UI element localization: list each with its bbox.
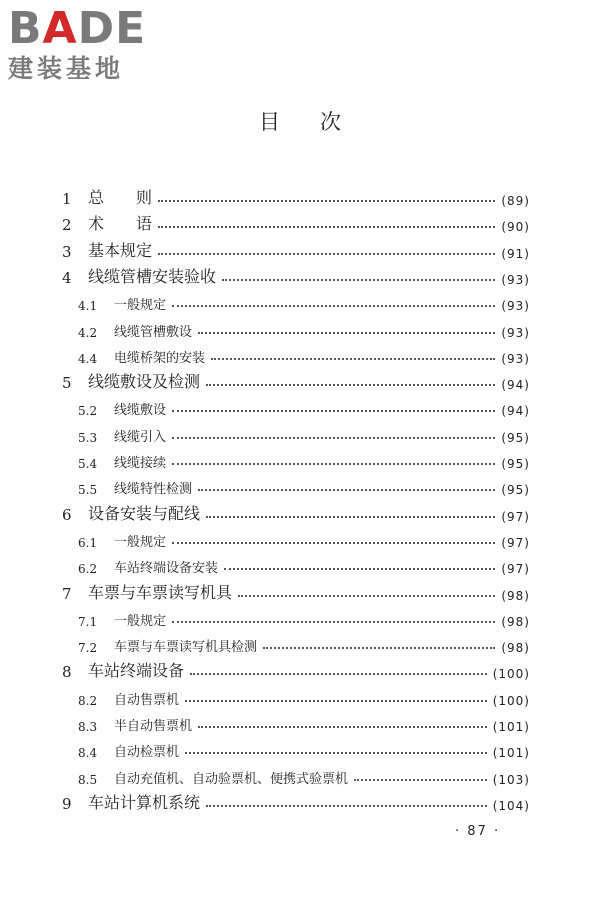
toc-entry-title: 术 语	[88, 214, 153, 234]
toc-entry-page: (103)	[492, 772, 530, 787]
toc-dot-leader	[185, 700, 487, 702]
toc-entry-number: 8	[62, 663, 72, 682]
toc-entry-number: 6.2	[78, 562, 98, 577]
toc-entry-page: (90)	[501, 220, 530, 235]
toc-entry-title: 车票与车票读写机具	[88, 582, 233, 602]
toc-entry[interactable]	[62, 289, 530, 313]
toc-entry[interactable]	[62, 447, 530, 471]
toc-entry-number: 8.3	[78, 720, 98, 734]
toc-entry-title: 车站计算机系统	[88, 792, 201, 812]
toc-entry-number: 1	[62, 190, 72, 208]
toc-entry-page: (91)	[501, 246, 530, 261]
brand-logo	[8, 3, 178, 84]
toc-entry-title: 线缆特性检测	[114, 482, 193, 498]
toc-entry-number: 7	[62, 584, 72, 603]
toc-entry-page: (98)	[501, 614, 530, 629]
toc-entry[interactable]	[62, 789, 530, 813]
toc-entry-page: (93)	[501, 351, 530, 366]
toc-entry[interactable]	[62, 710, 530, 734]
toc-entry-title: 半自动售票机	[114, 719, 193, 734]
toc-entry-page: (94)	[501, 404, 530, 419]
toc-entry[interactable]	[62, 579, 530, 603]
toc-entry-title: 一般规定	[114, 298, 167, 314]
toc-entry-page: (93)	[501, 299, 530, 314]
toc-entry-page: (100)	[492, 693, 530, 708]
logo-subtitle: 建装基地	[8, 54, 125, 83]
toc-entry-title: 线缆接续	[114, 456, 167, 471]
toc-entry-page: (98)	[501, 588, 530, 603]
toc-entry-title: 线缆敷设	[114, 403, 167, 419]
toc-entry[interactable]	[62, 316, 530, 340]
toc-dot-leader	[263, 647, 495, 649]
toc-dot-leader	[158, 253, 495, 255]
toc-entry-number: 6	[62, 505, 72, 524]
toc-entry-page: (95)	[501, 457, 530, 471]
toc-dot-leader	[198, 726, 487, 728]
toc-entry-page: (95)	[501, 430, 530, 445]
toc-entry-number: 8.5	[78, 772, 98, 787]
toc-entry[interactable]	[62, 736, 530, 760]
toc-entry-page: (94)	[501, 378, 530, 393]
logo-wordmark	[8, 3, 178, 54]
toc-entry-number: 7.1	[78, 614, 98, 629]
toc-entry[interactable]	[62, 657, 530, 681]
toc-entry[interactable]	[62, 394, 530, 418]
toc-dot-leader	[224, 568, 495, 570]
toc-dot-leader	[158, 226, 495, 228]
toc-entry-number: 5.4	[78, 457, 98, 471]
toc-entry-title: 线缆管槽敷设	[114, 324, 193, 340]
toc-dot-leader	[172, 305, 495, 307]
toc-entry-title: 线缆敷设及检测	[88, 372, 201, 392]
toc-entry-page: (93)	[501, 325, 530, 340]
toc-entry[interactable]	[62, 684, 530, 708]
toc-entry-number: 3	[62, 242, 72, 261]
toc-entry-number: 8.4	[78, 746, 98, 761]
toc-dot-leader	[206, 805, 487, 807]
toc-entry-page: (97)	[501, 509, 530, 524]
toc-entry-title: 车票与车票读写机具检测	[114, 640, 258, 656]
toc-entry-title: 车站终端设备安装	[114, 561, 219, 577]
toc-entry[interactable]	[62, 500, 530, 524]
toc-dot-leader	[185, 752, 487, 754]
toc-dot-leader	[206, 384, 495, 386]
toc-entry-number: 8.2	[78, 693, 98, 708]
toc-dot-leader	[354, 779, 487, 781]
toc-entry-title: 电缆桥架的安装	[114, 350, 206, 366]
logo-letter-a-accent: A	[42, 3, 78, 54]
toc-entry[interactable]	[62, 263, 530, 287]
toc-entry-page: (89)	[501, 194, 530, 208]
toc-entry[interactable]	[62, 473, 530, 497]
toc-entry[interactable]	[62, 342, 530, 366]
toc-entry-page: (93)	[501, 272, 530, 287]
toc-entry[interactable]	[62, 526, 530, 550]
toc-entry[interactable]	[62, 605, 530, 629]
page-title: 目次	[259, 110, 381, 134]
toc-entry-number: 5	[62, 374, 72, 393]
toc-entry-number: 4.1	[78, 299, 98, 314]
toc-entry-number: 2	[62, 216, 72, 235]
toc-entry-page: (101)	[492, 720, 530, 734]
page-number: · 87 ·	[455, 824, 501, 839]
toc-dot-leader	[198, 332, 495, 334]
toc-entry-title: 车站终端设备	[88, 661, 185, 681]
toc-entry-number: 5.3	[78, 430, 98, 445]
toc-dot-leader	[206, 516, 495, 518]
toc-dot-leader	[190, 673, 487, 675]
toc-entry-number: 5.5	[78, 483, 98, 498]
toc-entry[interactable]	[62, 421, 530, 445]
toc-entry-page: (100)	[492, 667, 530, 682]
toc-entry-title: 基本规定	[88, 240, 153, 260]
toc-entry-title: 自动充值机、自动验票机、便携式验票机	[114, 771, 349, 787]
toc-entry[interactable]	[62, 763, 530, 787]
toc-entry[interactable]	[62, 368, 530, 392]
toc-entry[interactable]	[62, 237, 530, 261]
toc-entry-number: 4.2	[78, 325, 98, 340]
toc-entry-number: 5.2	[78, 404, 98, 419]
toc-entry[interactable]	[62, 184, 530, 208]
toc-entry-page: (95)	[501, 483, 530, 498]
toc-dot-leader	[172, 621, 495, 623]
toc-dot-leader	[172, 437, 495, 439]
toc-dot-leader	[222, 279, 495, 281]
logo-letters-de: DE	[77, 3, 147, 54]
toc-entry-title: 线缆引入	[114, 429, 167, 445]
toc-dot-leader	[172, 410, 495, 412]
toc-entry-page: (97)	[501, 562, 530, 577]
toc-entry-number: 4	[62, 268, 72, 287]
toc-dot-leader	[211, 358, 495, 360]
toc-dot-leader	[198, 489, 495, 491]
toc-entry[interactable]	[62, 552, 530, 576]
toc-entry-title: 一般规定	[114, 534, 167, 550]
toc-entry-number: 6.1	[78, 535, 98, 550]
toc-entry-number: 9	[62, 794, 72, 813]
logo-letter-b: B	[8, 3, 43, 54]
toc-dot-leader	[238, 595, 495, 597]
toc-entry-page: (98)	[501, 641, 530, 656]
toc-entry-number: 7.2	[78, 641, 98, 656]
toc-entry-title: 自动检票机	[114, 745, 180, 761]
toc-entry-title: 设备安装与配线	[88, 503, 201, 523]
toc-entry-title: 线缆管槽安装验收	[88, 266, 217, 286]
toc-entry-page: (97)	[501, 535, 530, 550]
toc-entry-title: 一般规定	[114, 613, 167, 629]
toc-entry[interactable]	[62, 631, 530, 655]
toc-entry-title: 自动售票机	[114, 692, 180, 708]
toc-dot-leader	[158, 200, 495, 202]
toc-entry[interactable]	[62, 210, 530, 234]
toc-entry-page: (104)	[492, 798, 530, 813]
toc-entry-page: (101)	[492, 746, 530, 761]
toc-entry-number: 4.4	[78, 351, 98, 366]
toc-dot-leader	[172, 463, 495, 465]
toc-dot-leader	[172, 542, 495, 544]
toc-entry-title: 总 则	[88, 188, 153, 207]
